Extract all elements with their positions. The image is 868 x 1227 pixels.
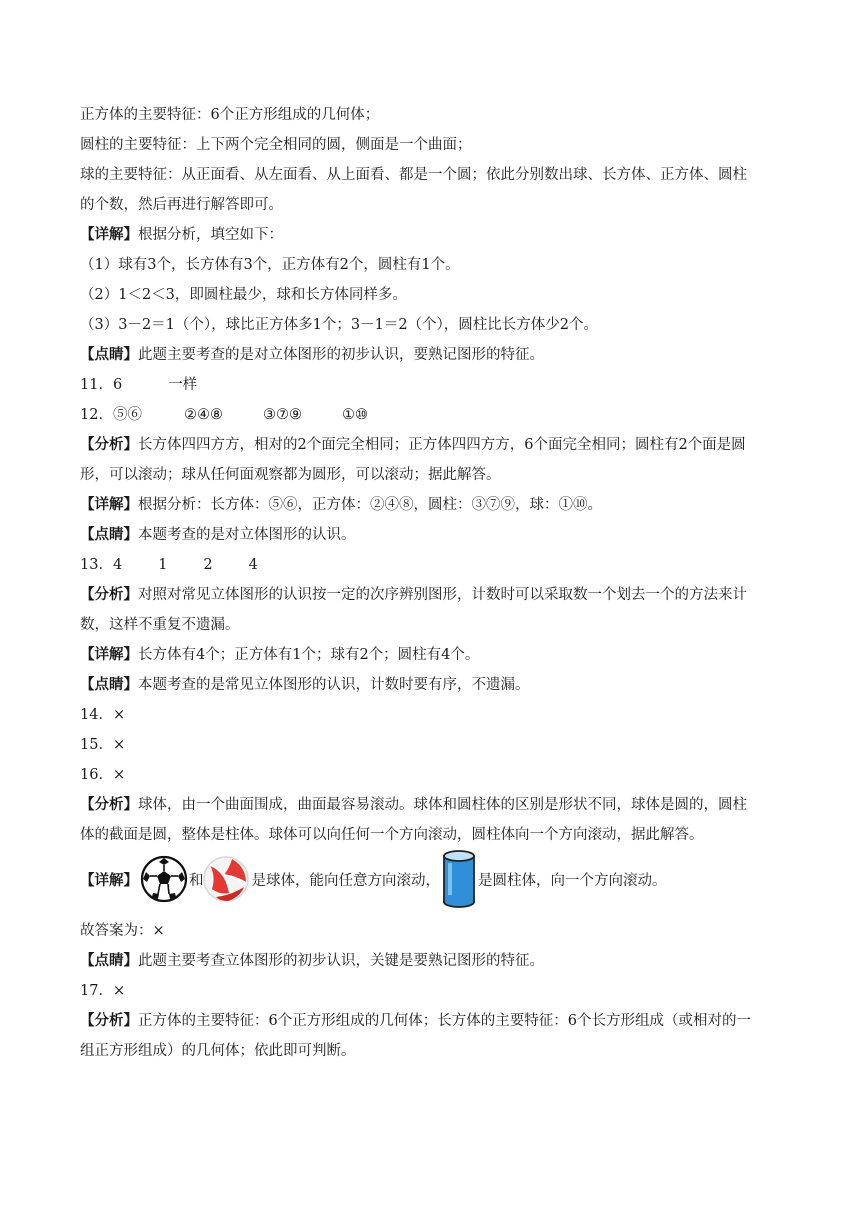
analysis-tag: 【分析】 (80, 796, 138, 813)
analysis-line (80, 795, 747, 815)
detail-line (80, 495, 602, 515)
answer-line-17: 17．× (80, 983, 126, 999)
text-line: 的个数，然后再进行解答即可。 (80, 197, 283, 213)
analysis-text: 正方体的主要特征：6个正方形组成的几何体；长方体的主要特征：6个长方形组成（或相对的一 (138, 1013, 751, 1029)
text-line: 数，这样不重复不遗漏。 (80, 617, 240, 633)
text-line: （3）3－2＝1（个），球比正方体多1个；3－1＝2（个），圆柱比长方体少2个。 (80, 317, 599, 333)
detail-text: 长方体有4个；正方体有1个；球有2个；圆柱有4个。 (138, 647, 480, 663)
text-line: 正方体的主要特征：6个正方形组成的几何体； (80, 107, 380, 123)
comment-tag: 【点睛】 (80, 526, 138, 543)
detail-line (80, 645, 479, 665)
question-number: 11．6 (80, 377, 123, 393)
comment-line (80, 345, 544, 365)
text-line: 形，可以滚动；球从任何面观察都为圆形，可以滚动；据此解答。 (80, 467, 501, 483)
answer-line-16: 16．× (80, 767, 126, 783)
analysis-text: 球体，由一个曲面围成，曲面最容易滚动。球体和圆柱体的区别是形状不同，球体是圆的，圆柱 (138, 797, 747, 813)
detail-line-with-images (80, 848, 667, 910)
answer-summary: 故答案为：× (80, 923, 165, 939)
text-line: 组正方形组成）的几何体；依此即可判断。 (80, 1043, 356, 1059)
text-line: 球的主要特征：从正面看、从左面看、从上面看、都是一个圆；依此分别数出球、长方体、正方体、圆柱 (80, 167, 747, 183)
analysis-tag: 【分析】 (80, 1012, 138, 1029)
comment-text: 此题主要考查立体图形的初步认识，关键是要熟记图形的特征。 (138, 953, 544, 969)
analysis-tag: 【分析】 (80, 586, 138, 603)
soccer-ball-icon (140, 855, 188, 903)
comment-tag: 【点睛】 (80, 676, 138, 693)
answer-line-14: 14．× (80, 707, 126, 723)
answer-text: ②④⑧ (183, 407, 223, 423)
sphere-description: 是球体，能向任意方向滚动， (251, 872, 440, 889)
analysis-text: 对照对常见立体图形的认识按一定的次序辨别图形，计数时可以采取数一个划去一个的方法来计 (138, 587, 747, 603)
detail-tag: 【详解】 (80, 646, 138, 663)
answer-text: 一样 (168, 377, 198, 393)
answer-line-15: 15．× (80, 737, 126, 753)
blue-cylinder-icon (442, 849, 476, 909)
answer-line-12 (80, 405, 368, 425)
text-line: 圆柱的主要特征：上下两个完全相同的圆，侧面是一个曲面； (80, 137, 472, 153)
detail-tag: 【详解】 (80, 496, 138, 513)
comment-text: 本题考查的是对立体图形的认识。 (138, 527, 356, 543)
text-line: 体的截面是圆，整体是柱体。球体可以向任何一个方向滚动，圆柱体向一个方向滚动，据此解答。 (80, 827, 704, 843)
question-number: 12．⑤⑥ (80, 407, 142, 423)
detail-text: 根据分析，填空如下： (138, 227, 283, 243)
answer-line-11 (80, 375, 197, 395)
comment-line (80, 951, 544, 971)
analysis-line (80, 1011, 751, 1031)
comment-line (80, 525, 356, 545)
comment-line (80, 675, 530, 695)
answer-text: ①⑩ (341, 407, 368, 423)
comment-text: 此题主要考查的是对立体图形的初步认识，要熟记图形的特征。 (138, 347, 544, 363)
detail-tag: 【详解】 (80, 226, 138, 243)
detail-text: 根据分析：长方体：⑤⑥，正方体：②④⑧，圆柱：③⑦⑨，球：①⑩。 (138, 497, 602, 513)
analysis-line (80, 435, 746, 455)
analysis-tag: 【分析】 (80, 436, 138, 453)
analysis-text: 长方体四四方方，相对的2个面完全相同；正方体四四方方，6个面完全相同；圆柱有2个面是圆 (138, 437, 746, 453)
and-text: 和 (189, 872, 204, 889)
detail-tag: 【详解】 (80, 871, 138, 889)
text-line: （2）1＜2＜3，即圆柱最少，球和长方体同样多。 (80, 287, 407, 303)
comment-tag: 【点睛】 (80, 952, 138, 969)
cylinder-description: 是圆柱体，向一个方向滚动。 (478, 872, 667, 889)
comment-tag: 【点睛】 (80, 346, 138, 363)
text-line: （1）球有3个，长方体有3个，正方体有2个，圆柱有1个。 (80, 257, 460, 273)
answer-text: 2 (203, 557, 213, 573)
detail-line (80, 225, 283, 245)
question-number: 13．4 (80, 557, 123, 573)
volleyball-icon (202, 855, 250, 903)
answer-line-13 (80, 555, 258, 575)
answer-text: ③⑦⑨ (262, 407, 302, 423)
analysis-line (80, 585, 747, 605)
answer-text: 1 (158, 557, 168, 573)
comment-text: 本题考查的是常见立体图形的认识，计数时要有序，不遗漏。 (138, 677, 530, 693)
answer-text: 4 (248, 557, 258, 573)
